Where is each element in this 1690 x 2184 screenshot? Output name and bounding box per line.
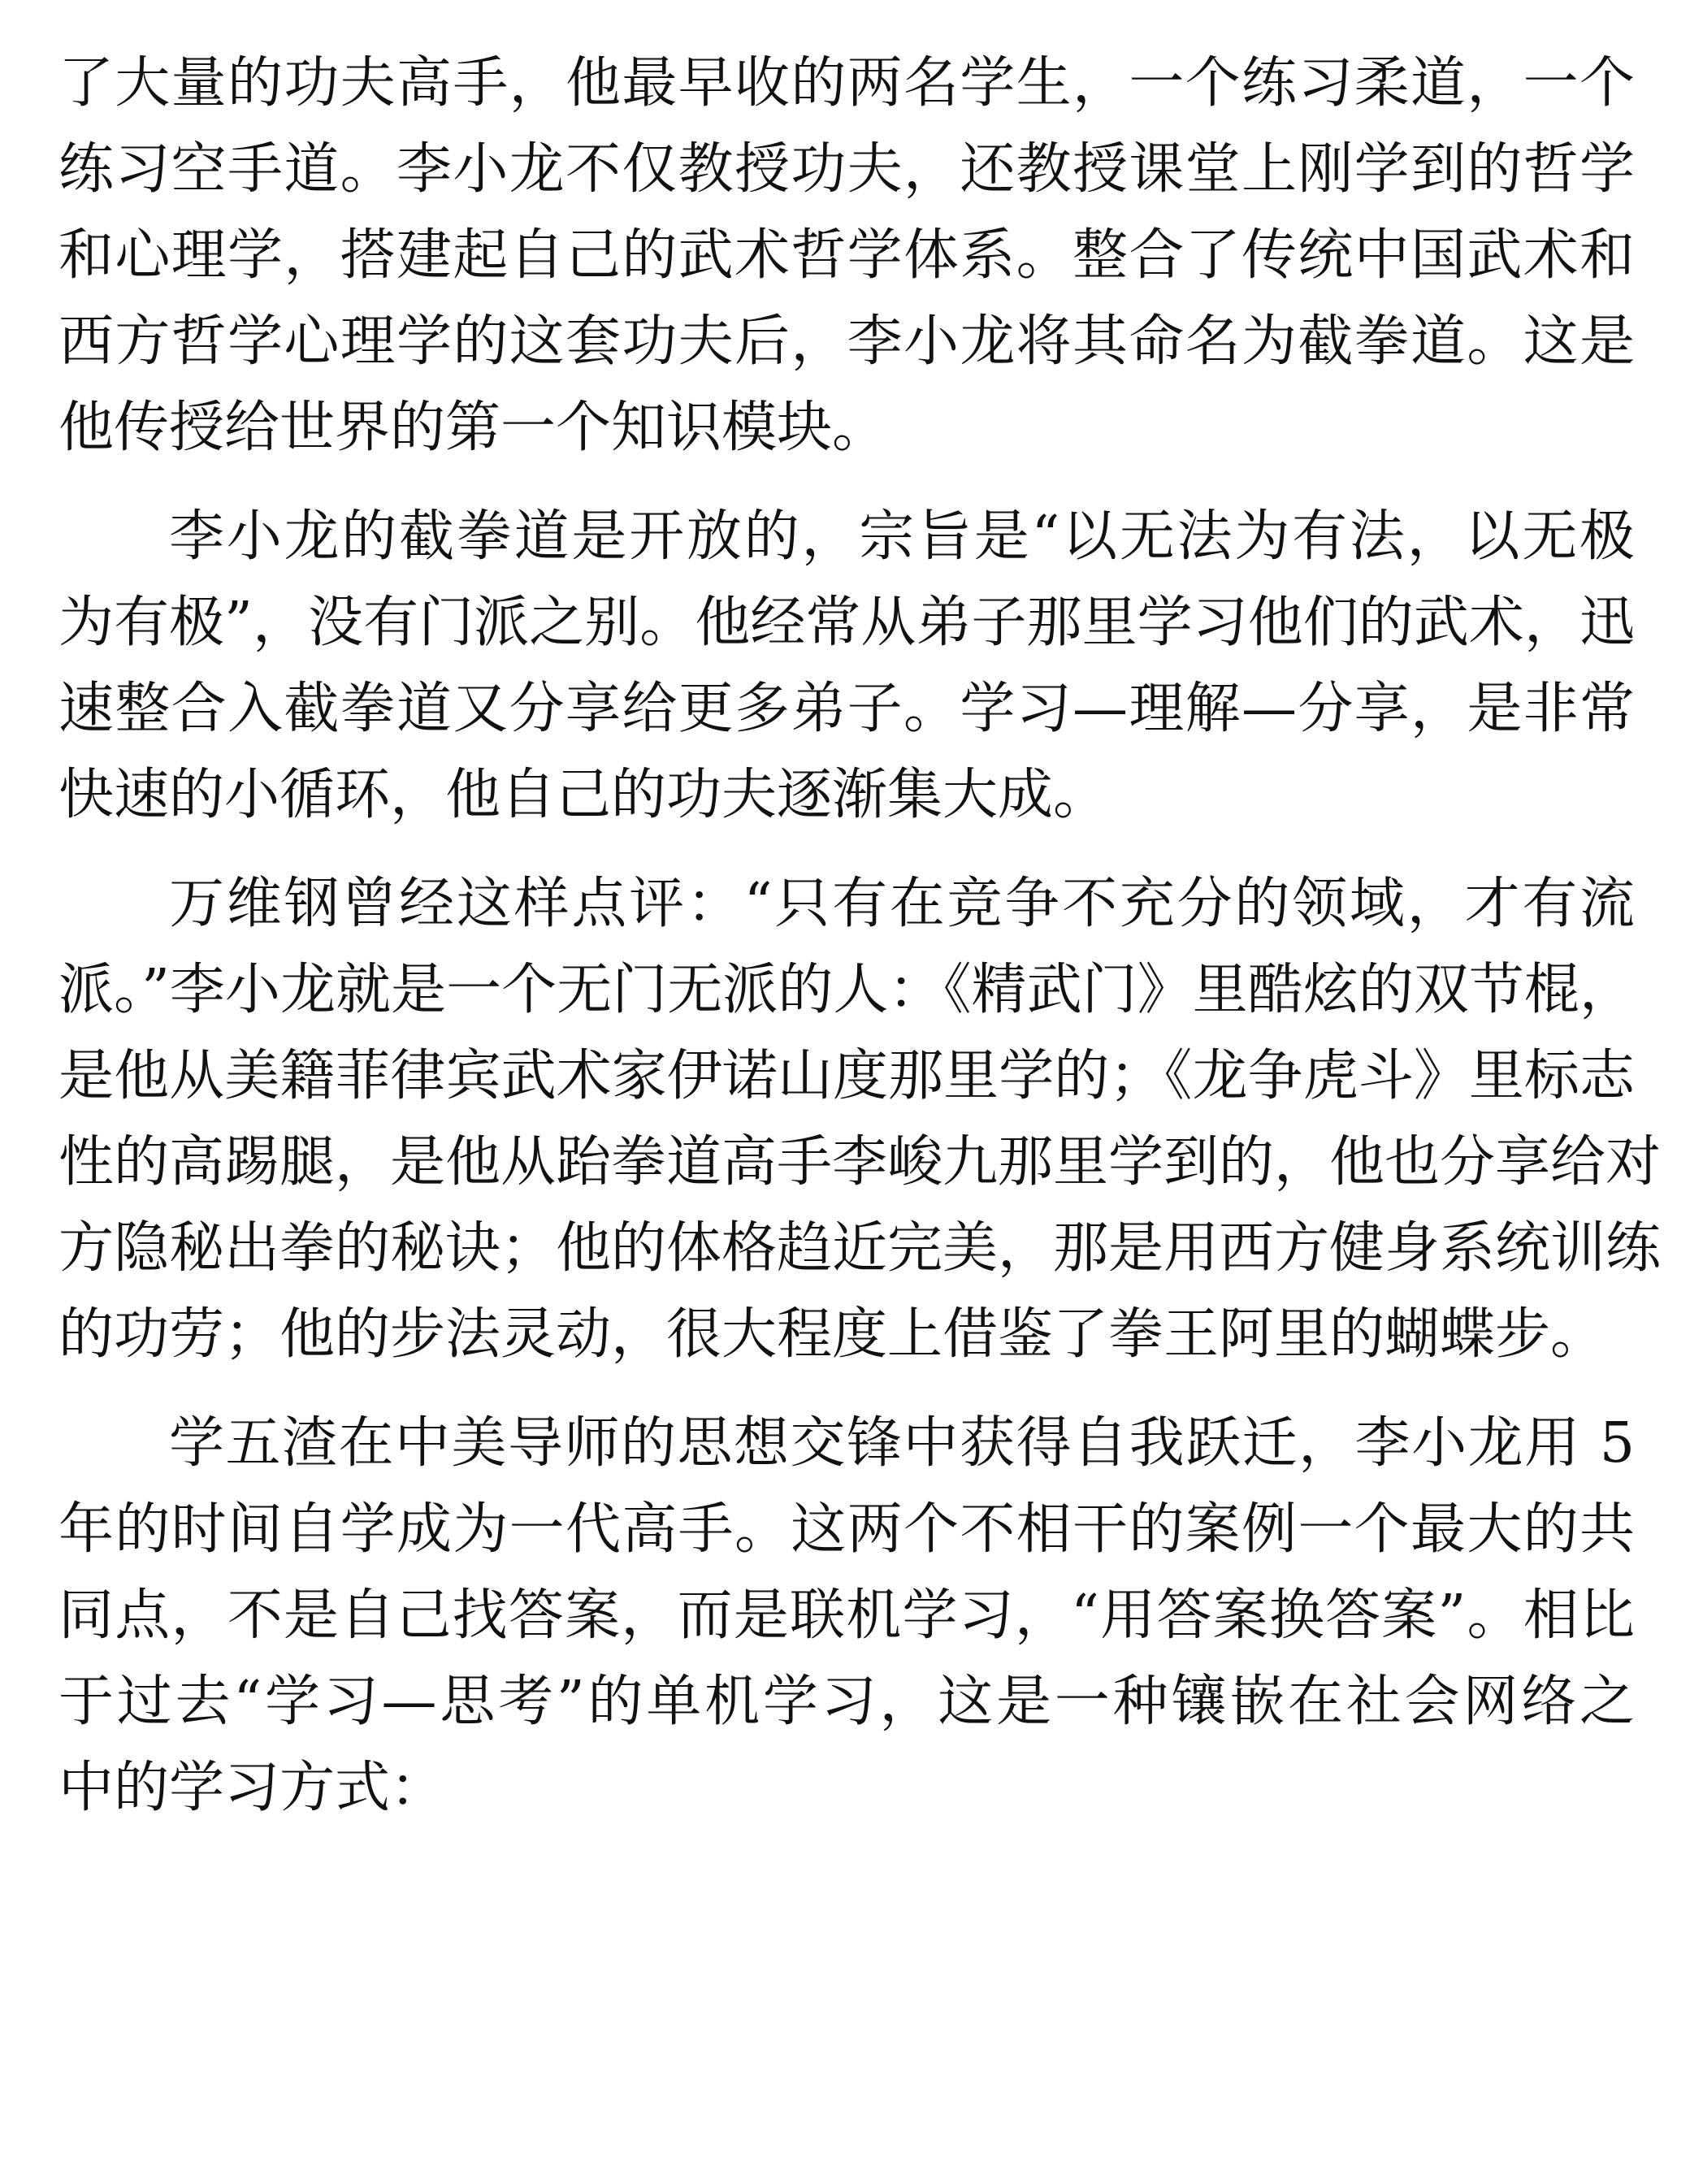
text-line: 万维钢曾经这样点评：“只有在竞争不充分的领域，才有流 <box>169 872 1635 936</box>
text-line: 年的时间自学成为一代高手。这两个不相干的案例一个最大的共 <box>58 1497 1635 1562</box>
text-line: 他传授给世界的第一个知识模块。 <box>58 396 888 460</box>
text-line: 练习空手道。李小龙不仅教授功夫，还教授课堂上刚学到的哲学 <box>58 137 1635 202</box>
text-line: 于过去“学习—思考”的单机学习，这是一种镶嵌在社会网络之 <box>58 1670 1635 1734</box>
text-line: 同点，不是自己找答案，而是联机学习，“用答案换答案”。相比 <box>58 1584 1635 1648</box>
paragraph-4 <box>58 1401 1635 1831</box>
text-line: 了大量的功夫高手，他最早收的两名学生，一个练习柔道，一个 <box>58 51 1635 115</box>
paragraph-3 <box>58 861 1662 1378</box>
text-line: 的功劳；他的步法灵动，很大程度上借鉴了拳王阿里的蝴蝶步。 <box>58 1302 1606 1367</box>
text-line: 和心理学，搭建起自己的武术哲学体系。整合了传统中国武术和 <box>58 223 1635 288</box>
text-line: 李小龙的截拳道是开放的，宗旨是“以无法为有法，以无极 <box>169 505 1635 569</box>
text-line: 速整合入截拳道又分享给更多弟子。学习—理解—分享，是非常 <box>58 677 1635 741</box>
text-line: 为有极”，没有门派之别。他经常从弟子那里学习他们的武术，迅 <box>58 591 1635 655</box>
text-line: 性的高踢腿，是他从跆拳道高手李峻九那里学到的，他也分享给对 <box>58 1130 1662 1194</box>
text-line: 是他从美籍菲律宾武术家伊诺山度那里学的；《龙争虎斗》里标志 <box>58 1044 1635 1108</box>
text-line: 学五渣在中美导师的思想交锋中获得自我跃迁，李小龙用 5 <box>169 1411 1635 1476</box>
paragraph-2 <box>58 494 1635 838</box>
paragraph-1 <box>58 41 1635 471</box>
text-line: 西方哲学心理学的这套功夫后，李小龙将其命名为截拳道。这是 <box>58 310 1635 374</box>
text-line: 派。”李小龙就是一个无门无派的人：《精武门》里酷炫的双节棍， <box>58 958 1635 1022</box>
text-line: 快速的小循环，他自己的功夫逐渐集大成。 <box>58 763 1109 827</box>
book-page <box>58 41 1662 1854</box>
text-line: 中的学习方式： <box>58 1756 446 1820</box>
text-line: 方隐秘出拳的秘诀；他的体格趋近完美，那是用西方健身系统训练 <box>58 1216 1662 1280</box>
